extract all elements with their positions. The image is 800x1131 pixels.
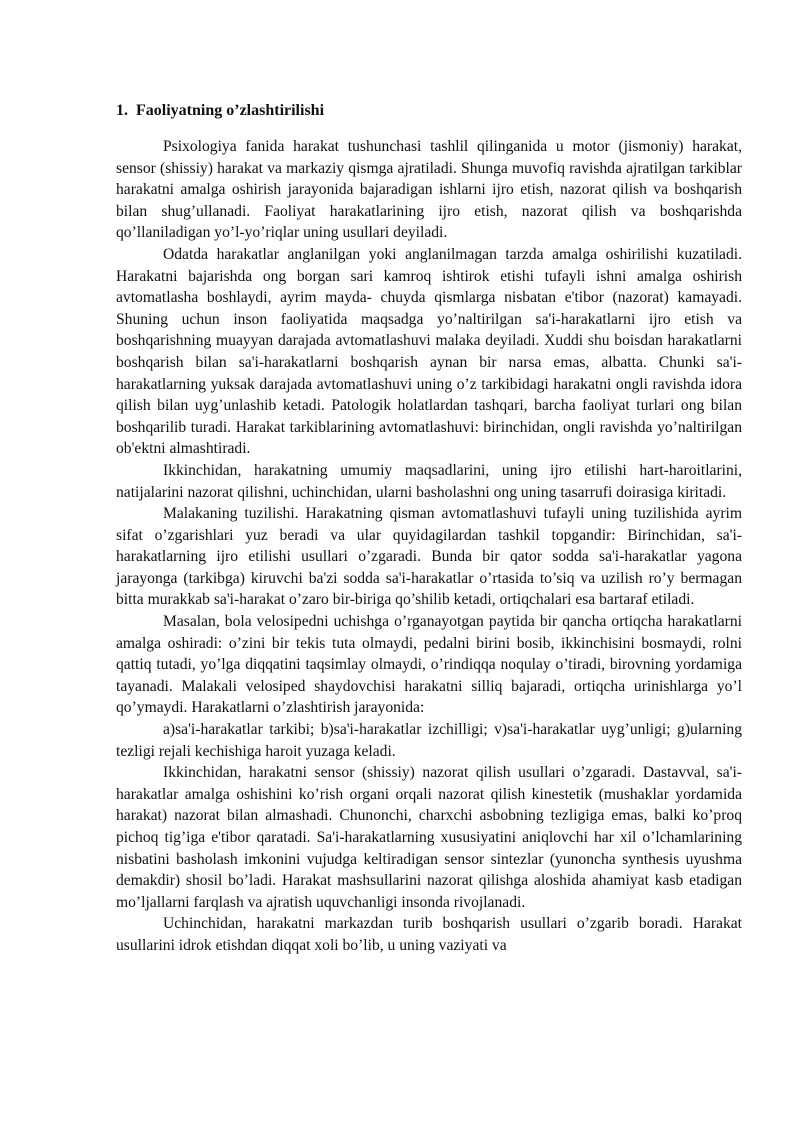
section-number: 1. [116, 101, 128, 119]
paragraph: Ikkinchidan, harakatni sensor (shissiy) nazorat qilish usullari o’zgaradi. Dastavval, sa'i-harakatlar amalga oshishini ko’rish organi orqali nazorat qilish kinestetik (mushaklar yordamida harakat) nazorat bilan almashadi. Chunonchi, charxchi asbobning tezligiga emas, balki ko’proq pichoq tig’iga e'tibor qaratadi. Sa'i-harakatlarning xususiyatini aniqlovchi har xil o’lchamlarining nisbatini basholash imkonini vujudga keltiradigan sensor sintezlar (yunoncha synthesis uyushma demakdir) shosil bo’ladi. Harakat mashsullarini nazorat qilishga aloshida ahamiyat kasb etadigan mo’ljallarni farqlash va ajratish uquvchanligi insonda rivojlanadi. [116, 764, 742, 911]
paragraph: Odatda harakatlar anglanilgan yoki anglanilmagan tarzda amalga oshirilishi kuzatiladi. Harakatni bajarishda ong borgan sari kamroq ishtirok etishi tufayli ishni amalga oshirish avtomatlasha boshlaydi, ayrim mayda- chuyda qismlarga nisbatan e'tibor (nazorat) kamayadi. Shuning uchun inson faoliyatida maqsadga yo’naltirilgan sa'i-harakatlarni ijro etish va boshqarishning muayyan darajada avtomatlashuvi malaka deyiladi. Xuddi shu boisdan harakatlarni boshqarish bilan sa'i-harakatlarni boshqarish aynan bir narsa emas, albatta. Chunki sa'i-harakatlarning yuksak darajada avtomatlashuvi uning o’z tarkibidagi harakatni ongli ravishda idora qilish bilan uyg’unlashib ketadi. Patologik holatlardan tashqari, barcha faoliyat turlari ong bilan boshqarilib turadi. Harakat tarkiblarining avtomatlashuvi: birinchidan, ongli ravishda yo’naltirilgan ob'ektni almashtiradi. [116, 245, 742, 458]
paragraph: Malakaning tuzilishi. Harakatning qisman avtomatlashuvi tufayli uning tuzilishida ayrim sifat o’zgarishlari yuz beradi va ular quyidagilardan tashkil topgandir: Birinchidan, sa'i-harakatlarning ijro etilishi usullari o’zgaradi. Bunda bir qator sodda sa'i-harakatlar yagona jarayonga (tarkibga) kiruvchi ba'zi sodda sa'i-harakatlar o’rtasida to’siq va uzilish ro’y bermagan bitta murakkab sa'i-harakat o’zaro bir-biriga qo’shilib ketadi, ortiqchalari esa bartaraf etiladi. [116, 505, 742, 609]
paragraph: Masalan, bola velosipedni uchishga o’rganayotgan paytida bir qancha ortiqcha harakatlarni amalga oshiradi: o’zini bir tekis tuta olmaydi, pedalni birini bosib, ikkinchisini bosmaydi, rolni qattiq tutadi, yo’lga diqqatini taqsimlay olmaydi, o’rindiqqa noqulay o’tiradi, birovning yordamiga tayanadi. Malakali velosiped shaydovchisi harakatni silliq bajaradi, ortiqcha urinishlarga yo’l qo’ymaydi. Harakatlarni o’zlashtirish jarayonida: [116, 613, 742, 717]
paragraph: Ikkinchidan, harakatning umumiy maqsadlarini, uning ijro etilishi hart-haroitlarini, natijalarini nazorat qilishni, uchinchidan, ularni basholashni ong uning tasarrufi doirasiga kiritadi. [116, 461, 742, 501]
paragraph: Uchinchidan, harakatni markazdan turib boshqarish usullari o’zgarib boradi. Harakat usullarini idrok etishdan diqqat xoli bo’lib, u uning vaziyati va [116, 915, 742, 954]
paragraph: Psixologiya fanida harakat tushunchasi tashlil qilinganida u motor (jismoniy) harakat, sensor (shissiy) harakat va markaziy qismga ajratiladi. Shunga muvofiq ravishda ajratilgan tarkiblar harakatni amalga oshirish jarayonida bajaradigan ishlarni ijro etish, nazorat qilish va boshqarish bilan shug’ullanadi. Faoliyat harakatlarining ijro etish, nazorat qilish va boshqarishda qo’llaniladigan yo’l-yo’riqlar uning usullari deyiladi. [116, 138, 742, 242]
section-heading [116, 102, 324, 120]
section-title: Faoliyatning o’zlashtirilishi [136, 101, 325, 119]
paragraph: a)sa'i-harakatlar tarkibi; b)sa'i-harakatlar izchilligi; v)sa'i-harakatlar uyg’unligi; g)ularning tezligi rejali kechishiga haroit yuzaga keladi. [116, 721, 742, 760]
document-body [116, 136, 742, 957]
